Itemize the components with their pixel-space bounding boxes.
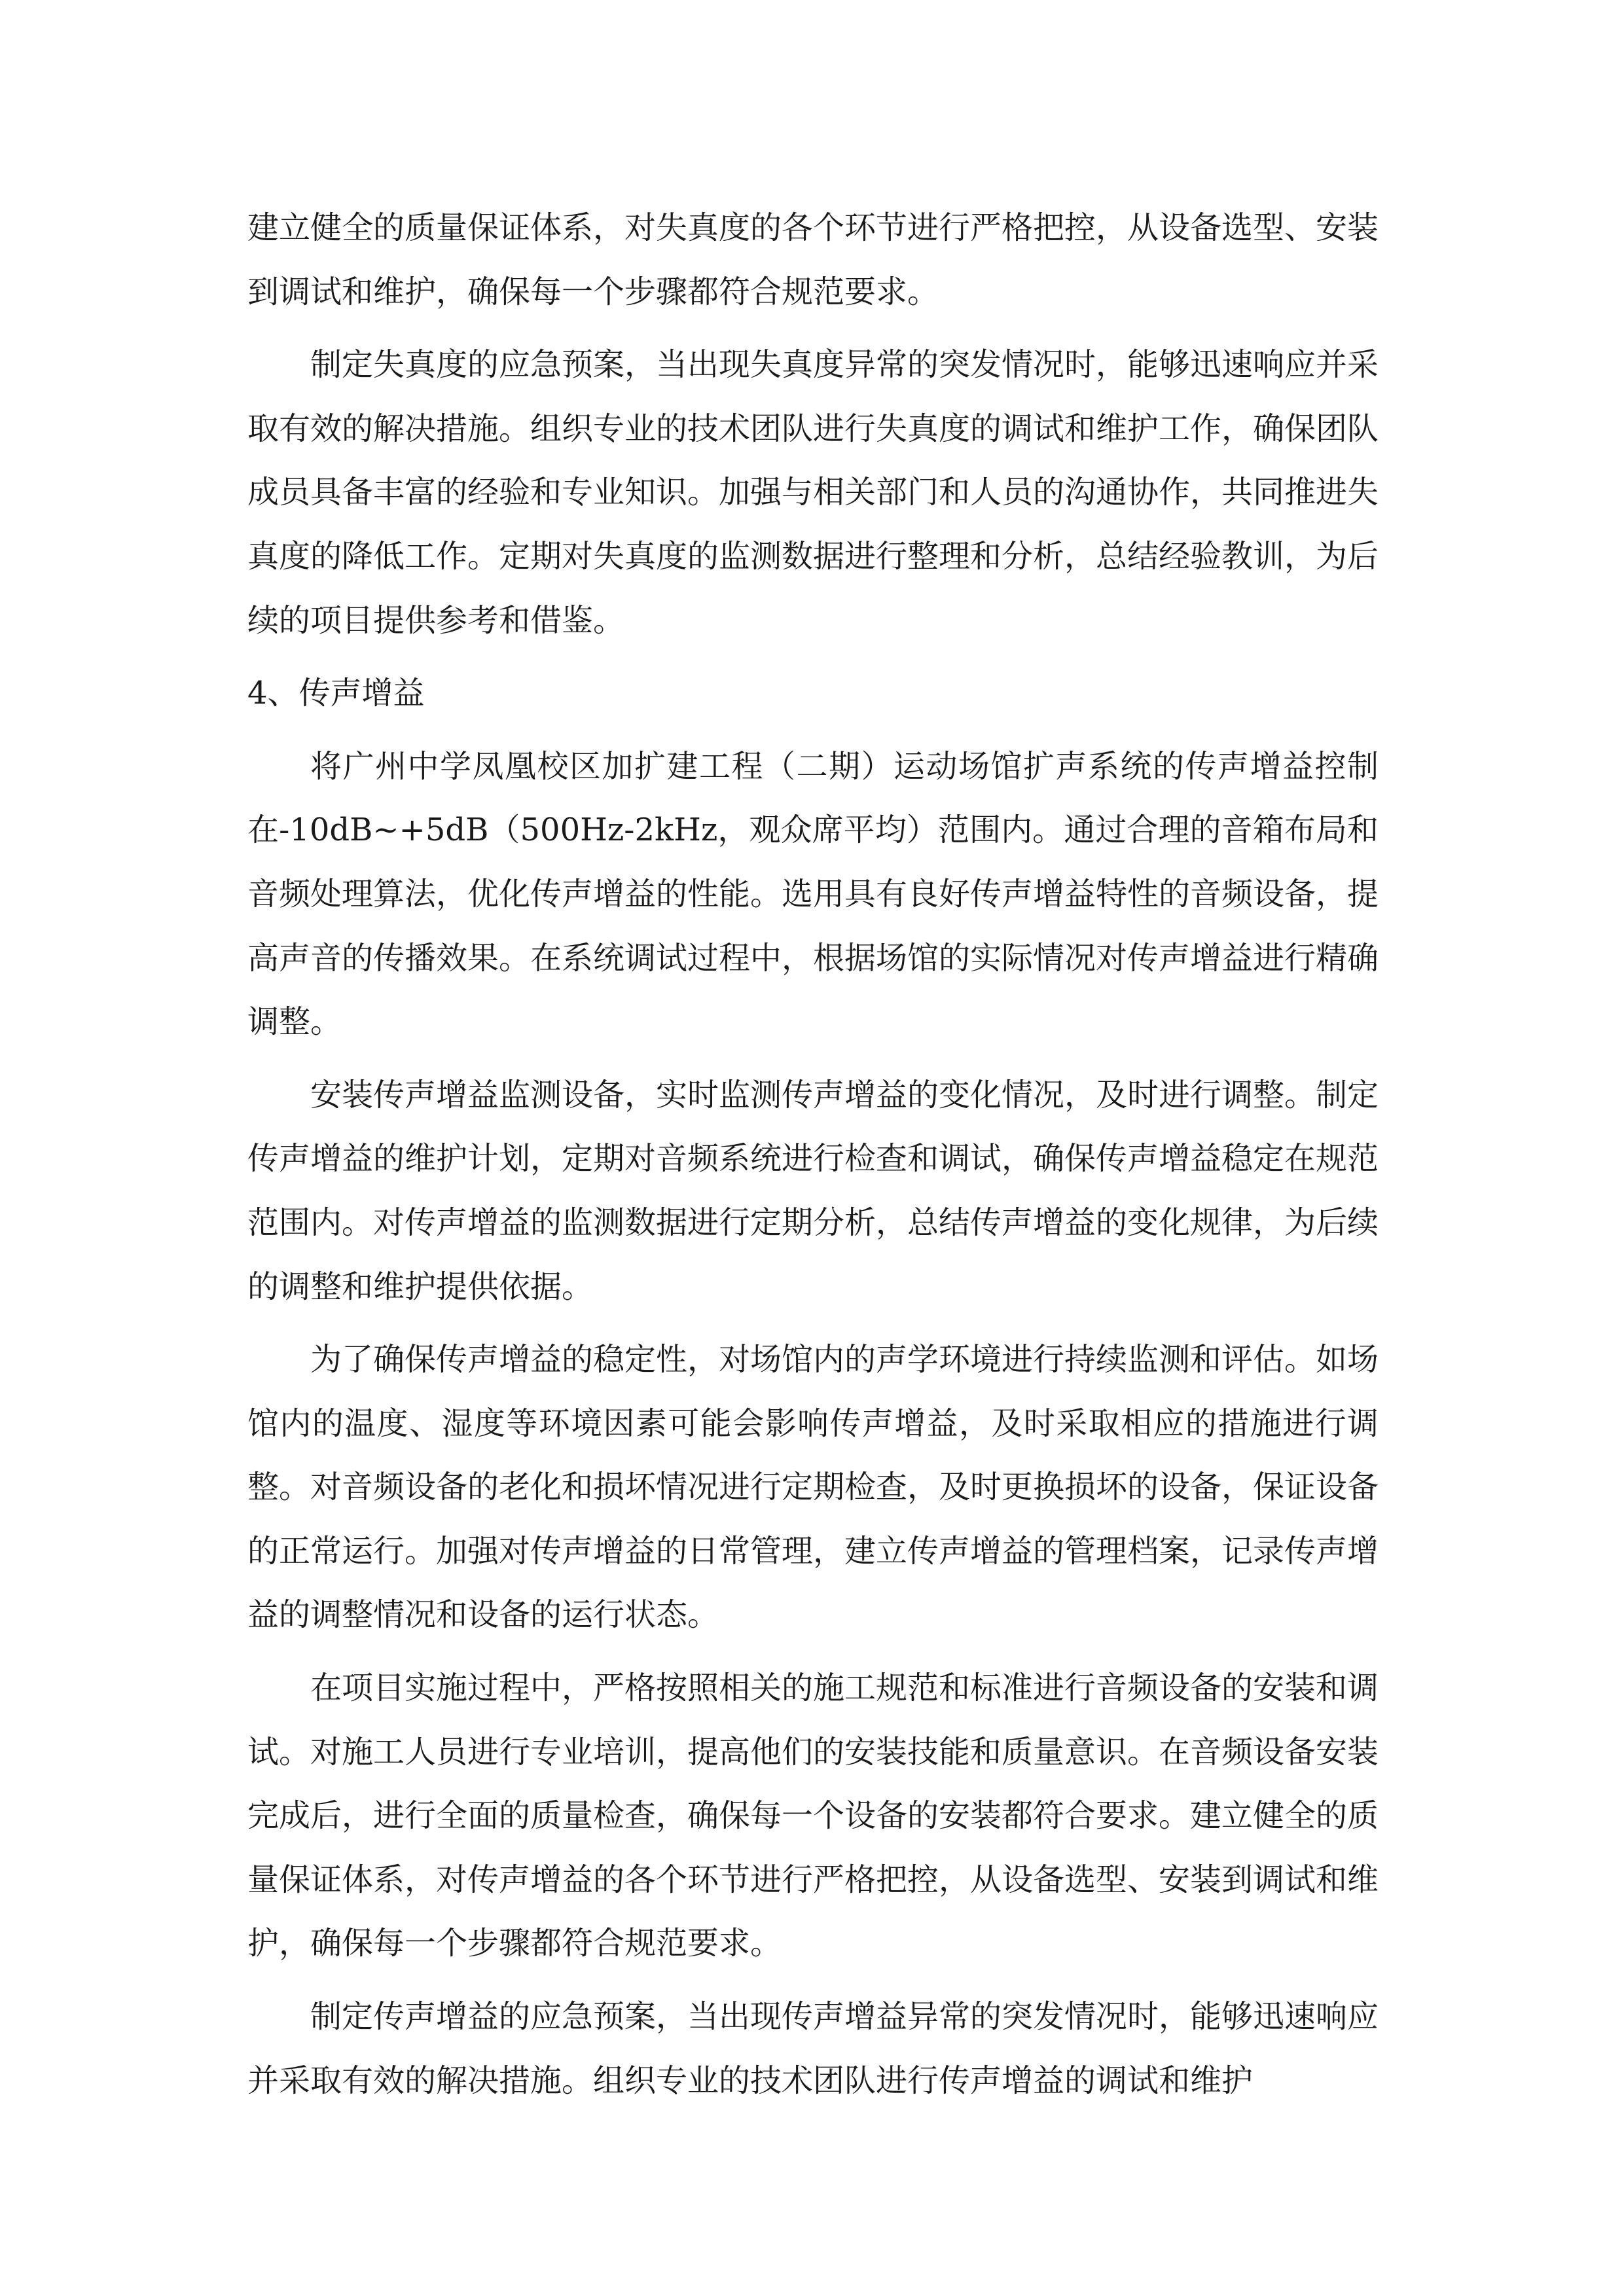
paragraph-emergency-plan-gain: 制定传声增益的应急预案，当出现传声增益异常的突发情况时，能够迅速响应并采取有效的解决措施。组织专业的技术团队进行传声增益的调试和维护 (247, 1998, 1379, 2099)
paragraph-quality-assurance-distortion: 建立健全的质量保证体系，对失真度的各个环节进行严格把控，从设备选型、安装到调试和维护，确保每一个步骤都符合规范要求。 (247, 209, 1379, 310)
section-heading-transmission-gain: 4、传声增益 (247, 675, 425, 712)
paragraph-emergency-plan-distortion: 制定失真度的应急预案，当出现失真度异常的突发情况时，能够迅速响应并采取有效的解决措施。组织专业的技术团队进行失真度的调试和维护工作，确保团队成员具备丰富的经验和专业知识。加强与相关部门和人员的沟通协作，共同推进失真度的降低工作。定期对失真度的监测数据进行整理和分析，总结经验教训，为后续的项目提供参考和借鉴。 (247, 346, 1379, 639)
paragraph-gain-stability: 为了确保传声增益的稳定性，对场馆内的声学环境进行持续监测和评估。如场馆内的温度、湿度等环境因素可能会影响传声增益，及时采取相应的措施进行调整。对音频设备的老化和损坏情况进行定期检查，及时更换损坏的设备，保证设备的正常运行。加强对传声增益的日常管理，建立传声增益的管理档案，记录传声增益的调整情况和设备的运行状态。 (247, 1341, 1379, 1634)
document-body (247, 196, 1379, 2122)
paragraph-gain-monitoring: 安装传声增益监测设备，实时监测传声增益的变化情况，及时进行调整。制定传声增益的维护计划，定期对音频系统进行检查和调试，确保传声增益稳定在规范范围内。对传声增益的监测数据进行定期分析，总结传声增益的变化规律，为后续的调整和维护提供依据。 (247, 1076, 1379, 1305)
paragraph-installation-quality: 在项目实施过程中，严格按照相关的施工规范和标准进行音频设备的安装和调试。对施工人员进行专业培训，提高他们的安装技能和质量意识。在音频设备安装完成后，进行全面的质量检查，确保每一个设备的安装都符合要求。建立健全的质量保证体系，对传声增益的各个环节进行严格把控，从设备选型、安装到调试和维护，确保每一个步骤都符合规范要求。 (247, 1670, 1379, 1962)
paragraph-gain-target: 将广州中学凤凰校区加扩建工程（二期）运动场馆扩声系统的传声增益控制在-10dB~+5dB（500Hz-2kHz，观众席平均）范围内。通过合理的音箱布局和音频处理算法，优化传声增益的性能。选用具有良好传声增益特性的音频设备，提高声音的传播效果。在系统调试过程中，根据场馆的实际情况对传声增益进行精确调整。 (247, 747, 1379, 1041)
